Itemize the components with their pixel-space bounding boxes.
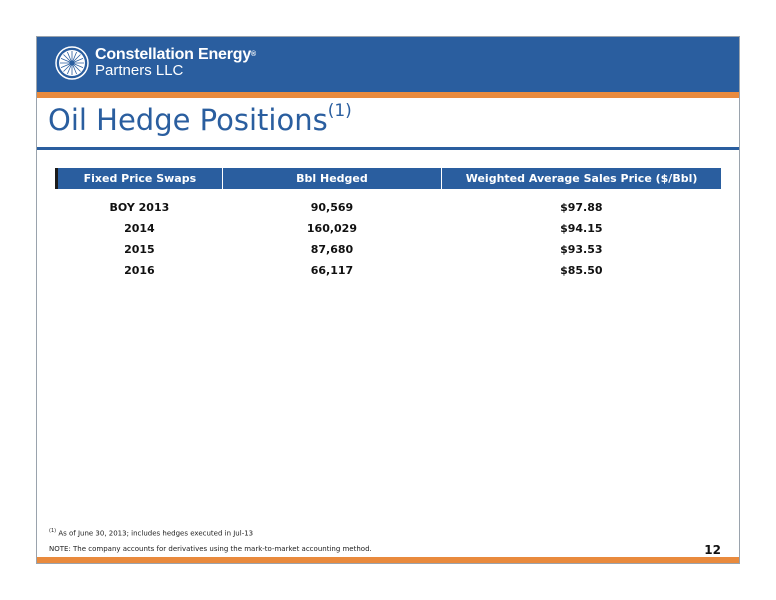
footnote: [49, 528, 253, 537]
logo-text: [95, 47, 256, 79]
table-header-cell: Fixed Price Swaps: [57, 168, 223, 189]
table-cell: 90,569: [310, 201, 354, 214]
table-cell: $94.15: [560, 222, 603, 235]
table-cell: 87,680: [310, 243, 354, 256]
table-cell: 2016: [124, 264, 155, 277]
logo-company-name: Constellation Energy: [95, 46, 252, 63]
table-cell: 2015: [124, 243, 155, 256]
table-row: [57, 260, 722, 281]
header-accent-bar: [37, 92, 739, 98]
table-cell: 160,029: [306, 222, 357, 235]
table-header-cell: Bbl Hedged: [222, 168, 441, 189]
logo-trademark: ®: [251, 51, 256, 58]
table-header-row: [57, 168, 722, 189]
page-title-text: Oil Hedge Positions: [48, 103, 328, 137]
starburst-logo-icon: [55, 46, 89, 80]
company-logo: [55, 46, 256, 80]
page-number: 12: [704, 543, 721, 557]
table-row: [57, 189, 722, 218]
footnote-text: As of June 30, 2013; includes hedges executed in Jul-13: [56, 529, 254, 538]
table-cell: 66,117: [310, 264, 354, 277]
table-cell: $85.50: [560, 264, 603, 277]
table-cell: 2014: [124, 222, 155, 235]
table-row: [57, 239, 722, 260]
title-footnote-marker: (1): [327, 101, 352, 121]
title-rule: [37, 147, 739, 150]
slide: [36, 36, 740, 564]
footer-accent-bar: [37, 557, 739, 563]
accounting-note: NOTE: The company accounts for derivatives using the mark-to-market accounting method.: [49, 545, 372, 553]
oil-hedge-table: [55, 168, 721, 281]
page-title: [48, 103, 352, 137]
header-banner: [37, 37, 739, 92]
table-cell: $97.88: [560, 201, 603, 214]
table-cell: $93.53: [560, 243, 603, 256]
table-cell: BOY 2013: [109, 201, 170, 214]
table-row: [57, 218, 722, 239]
footnote-marker: (1): [49, 528, 57, 534]
logo-company-suffix: Partners LLC: [95, 62, 184, 79]
table-header-cell: Weighted Average Sales Price ($/Bbl): [442, 168, 721, 189]
